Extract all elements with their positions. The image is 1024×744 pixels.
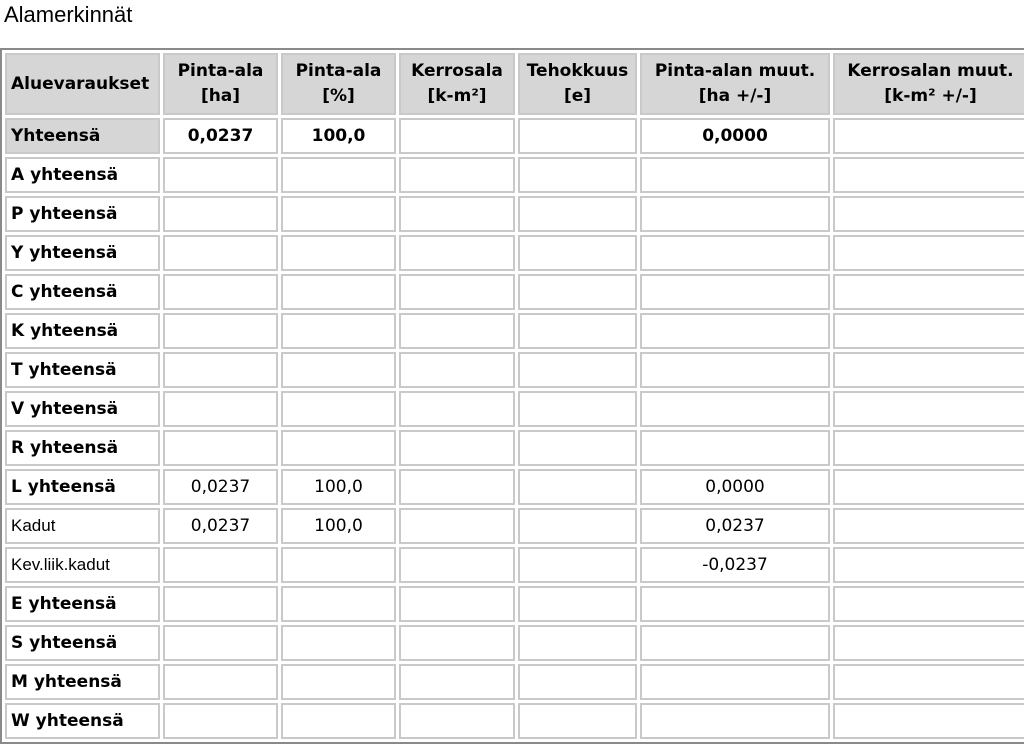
table-cell <box>640 664 830 700</box>
table-cell <box>833 469 1024 505</box>
table-row <box>5 625 1024 661</box>
table-cell <box>833 547 1024 583</box>
table-cell: -0,0237 <box>640 547 830 583</box>
row-label: P yhteensä <box>5 196 160 232</box>
table-cell <box>399 196 515 232</box>
column-header: Kerrosalan muut. [k-m² +/-] <box>833 53 1024 115</box>
row-label: L yhteensä <box>5 469 160 505</box>
table-cell <box>163 664 278 700</box>
land-use-table <box>0 48 1024 744</box>
row-label: K yhteensä <box>5 313 160 349</box>
table-cell <box>399 274 515 310</box>
table-row <box>5 664 1024 700</box>
table-cell: 0,0237 <box>163 508 278 544</box>
table-cell <box>833 313 1024 349</box>
table-cell <box>163 235 278 271</box>
table-cell <box>640 313 830 349</box>
table-cell <box>518 469 637 505</box>
table-row <box>5 586 1024 622</box>
table-cell <box>833 430 1024 466</box>
table-cell <box>640 586 830 622</box>
column-header: Aluevaraukset <box>5 53 160 115</box>
row-label: M yhteensä <box>5 664 160 700</box>
table-cell <box>163 313 278 349</box>
table-cell <box>833 664 1024 700</box>
table-cell <box>833 391 1024 427</box>
table-cell <box>518 547 637 583</box>
table-row <box>5 118 1024 154</box>
table-cell <box>518 313 637 349</box>
table-row <box>5 508 1024 544</box>
table-row <box>5 313 1024 349</box>
table-cell <box>281 274 396 310</box>
table-cell <box>399 586 515 622</box>
table-cell <box>163 274 278 310</box>
row-label: S yhteensä <box>5 625 160 661</box>
table-body <box>5 118 1024 739</box>
table-cell: 0,0237 <box>640 508 830 544</box>
table-cell <box>163 586 278 622</box>
table-cell <box>163 352 278 388</box>
row-label: R yhteensä <box>5 430 160 466</box>
table-cell <box>399 352 515 388</box>
table-row <box>5 274 1024 310</box>
row-label: Kadut <box>5 508 160 544</box>
table-cell <box>833 274 1024 310</box>
table-row <box>5 469 1024 505</box>
table-cell <box>518 586 637 622</box>
table-cell <box>399 313 515 349</box>
table-row <box>5 352 1024 388</box>
row-label: Kev.liik.kadut <box>5 547 160 583</box>
table-row <box>5 235 1024 271</box>
table-cell: 100,0 <box>281 508 396 544</box>
row-label: Yhteensä <box>5 118 160 154</box>
column-header: Pinta-ala [%] <box>281 53 396 115</box>
table-cell <box>163 625 278 661</box>
column-header: Pinta-alan muut. [ha +/-] <box>640 53 830 115</box>
table-cell <box>518 391 637 427</box>
table-cell <box>833 625 1024 661</box>
table-cell <box>163 430 278 466</box>
table-cell <box>281 547 396 583</box>
table-row <box>5 196 1024 232</box>
table-cell <box>163 391 278 427</box>
row-label: A yhteensä <box>5 157 160 193</box>
table-cell <box>833 196 1024 232</box>
table-cell <box>399 625 515 661</box>
table-cell <box>281 391 396 427</box>
table-cell <box>163 703 278 739</box>
table-cell <box>399 469 515 505</box>
column-header: Pinta-ala [ha] <box>163 53 278 115</box>
table-cell <box>640 430 830 466</box>
table-cell <box>399 430 515 466</box>
table-row <box>5 547 1024 583</box>
table-cell <box>399 664 515 700</box>
table-cell <box>833 586 1024 622</box>
table-cell: 0,0237 <box>163 469 278 505</box>
table-cell <box>518 352 637 388</box>
table-cell <box>518 664 637 700</box>
table-row <box>5 430 1024 466</box>
table-cell <box>833 703 1024 739</box>
table-cell <box>640 196 830 232</box>
table-cell <box>833 118 1024 154</box>
row-label: V yhteensä <box>5 391 160 427</box>
column-header: Kerrosala [k-m²] <box>399 53 515 115</box>
table-cell <box>640 625 830 661</box>
table-cell <box>399 391 515 427</box>
table-cell <box>399 547 515 583</box>
table-cell: 100,0 <box>281 118 396 154</box>
table-cell <box>833 235 1024 271</box>
table-cell: 0,0000 <box>640 118 830 154</box>
table-cell <box>640 703 830 739</box>
table-cell <box>640 274 830 310</box>
table-cell <box>640 352 830 388</box>
table-cell <box>281 586 396 622</box>
table-cell <box>518 274 637 310</box>
table-cell <box>281 625 396 661</box>
table-row <box>5 391 1024 427</box>
table-cell <box>518 703 637 739</box>
table-cell <box>399 508 515 544</box>
table-cell: 0,0237 <box>163 118 278 154</box>
table-cell <box>281 664 396 700</box>
table-cell <box>518 508 637 544</box>
table-cell: 0,0000 <box>640 469 830 505</box>
table-cell <box>281 157 396 193</box>
table-row <box>5 157 1024 193</box>
table-cell <box>640 391 830 427</box>
table-cell <box>399 157 515 193</box>
table-cell <box>518 430 637 466</box>
table-cell <box>281 430 396 466</box>
table-cell <box>518 118 637 154</box>
row-label: T yhteensä <box>5 352 160 388</box>
table-header-row <box>5 53 1024 115</box>
table-cell <box>281 196 396 232</box>
table-row <box>5 703 1024 739</box>
table-cell <box>833 508 1024 544</box>
table-cell <box>281 352 396 388</box>
row-label: C yhteensä <box>5 274 160 310</box>
page-title: Alamerkinnät <box>4 2 133 27</box>
table-cell <box>640 157 830 193</box>
table-cell <box>399 118 515 154</box>
column-header: Tehokkuus [e] <box>518 53 637 115</box>
table-cell <box>640 235 830 271</box>
table-cell <box>833 157 1024 193</box>
table-cell <box>518 196 637 232</box>
table-cell <box>281 235 396 271</box>
table-cell <box>518 157 637 193</box>
row-label: W yhteensä <box>5 703 160 739</box>
table-cell <box>163 157 278 193</box>
row-label: E yhteensä <box>5 586 160 622</box>
table-cell <box>281 703 396 739</box>
table-cell <box>399 703 515 739</box>
table-cell <box>163 196 278 232</box>
table-cell <box>281 313 396 349</box>
row-label: Y yhteensä <box>5 235 160 271</box>
table-cell <box>518 235 637 271</box>
table-cell <box>399 235 515 271</box>
table-cell <box>833 352 1024 388</box>
table-cell <box>518 625 637 661</box>
table-cell: 100,0 <box>281 469 396 505</box>
table-cell <box>163 547 278 583</box>
